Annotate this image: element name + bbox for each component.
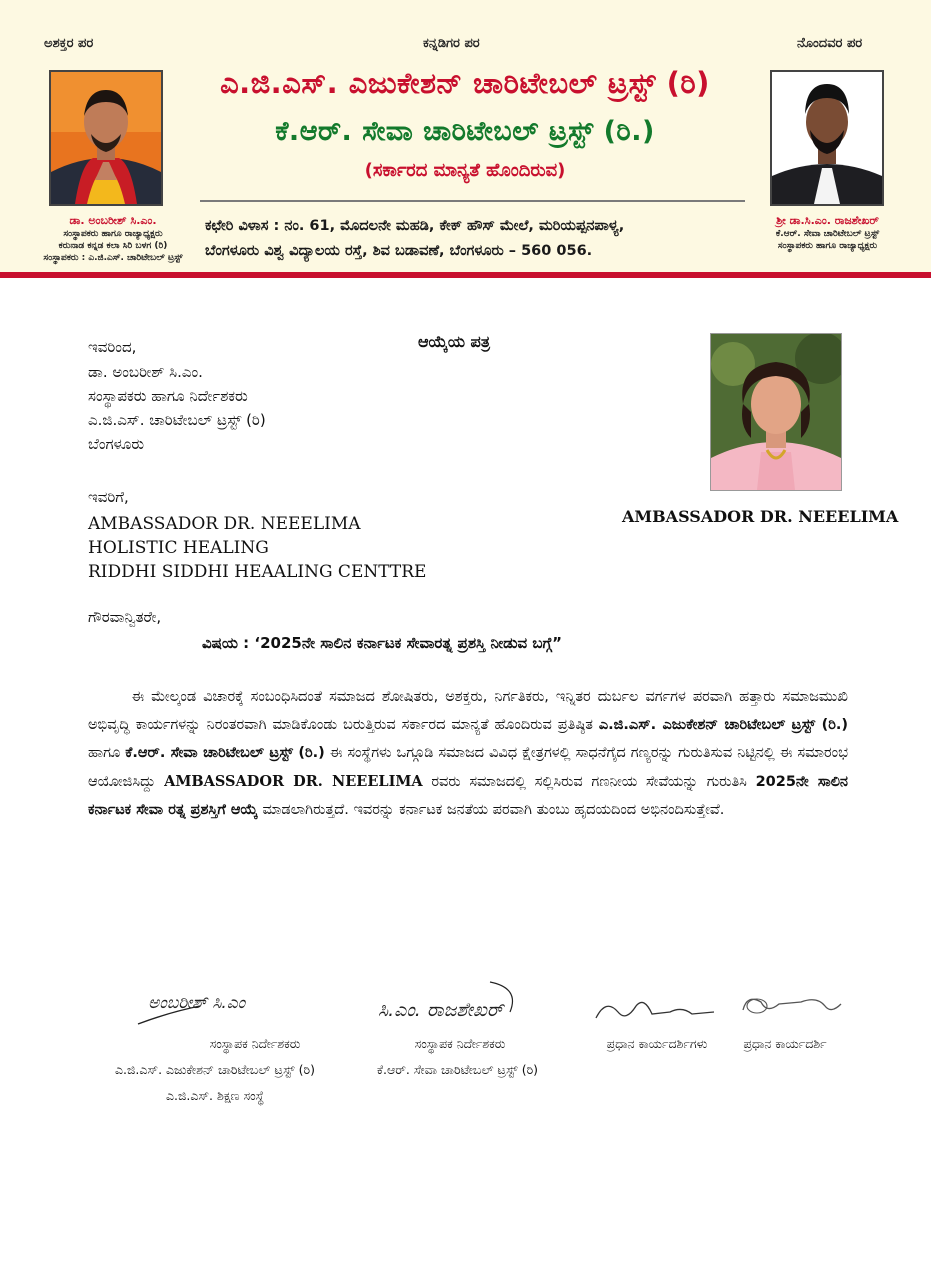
left-founder-name: ಡಾ. ಅಂಬರೀಶ್ ಸಿ.ಎಂ. xyxy=(69,214,157,227)
left-founder-role-3: ಸಂಸ್ಥಾಪಕರು : ಎ.ಜಿ.ಎಸ್. ಚಾರಿಟೇಬಲ್ ಟ್ರಸ್ಟ್ xyxy=(43,253,183,263)
letterhead-rule xyxy=(0,272,931,278)
left-tagline: ಅಶಕ್ತರ ಪರ xyxy=(44,36,94,51)
signature-founder-2 xyxy=(370,972,540,1032)
sig3-role: ಪ್ರಧಾನ ಕಾರ್ಯದರ್ಶಿಗಳು xyxy=(606,1036,708,1051)
ambassador-photo xyxy=(710,333,842,491)
recipient-line: RIDDHI SIDDHI HEAALING CENTTRE xyxy=(88,562,427,582)
govt-recognition-note: (ಸರ್ಕಾರದ ಮಾನ್ಯತೆ ಹೊಂದಿರುವ) xyxy=(364,160,566,181)
sig1-institution: ಎ.ಜಿ.ಎಸ್. ಶಿಕ್ಷಣ ಸಂಸ್ಥೆ xyxy=(165,1088,265,1103)
sig1-role: ಸಂಸ್ಥಾಪಕ ನಿರ್ದೇಶಕರು xyxy=(209,1036,301,1051)
signature-founder-1 xyxy=(130,982,310,1032)
right-tagline: ನೊಂದವರ ಪರ xyxy=(797,36,863,51)
header-divider xyxy=(200,200,745,202)
sig1-org: ಎ.ಜಿ.ಎಸ್. ಎಜುಕೇಶನ್ ಚಾರಿಟೇಬಲ್ ಟ್ರಸ್ಟ್ (ರಿ) xyxy=(114,1062,316,1077)
center-tagline: ಕನ್ನಡಿಗರ ಪರ xyxy=(423,36,480,51)
sig2-org: ಕೆ.ಆರ್. ಸೇವಾ ಚಾರಿಟೇಬಲ್ ಟ್ರಸ್ಟ್ (ರಿ) xyxy=(376,1062,539,1077)
left-founder-caption xyxy=(28,214,198,264)
signature-secretary-1 xyxy=(592,992,722,1028)
sig4-role: ಪ್ರಧಾನ ಕಾರ್ಯದರ್ಶಿ xyxy=(743,1036,827,1051)
to-label: ಇವರಿಗೆ, xyxy=(88,488,129,506)
letter-subject: ವಿಷಯ : ‘2025ನೇ ಸಾಲಿನ ಕರ್ನಾಟಕ ಸೇವಾರತ್ನ ಪ್ರಶಸ್ತಿ ನೀಡುವ ಬಗ್ಗೆ” xyxy=(202,634,562,652)
from-label: ಇವರಿಂದ, xyxy=(88,338,137,356)
from-line: ಬೆಂಗಳೂರು xyxy=(88,435,145,453)
trust-name-primary: ಎ.ಜಿ.ಎಸ್. ಎಜುಕೇಶನ್ ಚಾರಿಟೇಬಲ್ ಟ್ರಸ್ಟ್ (ರಿ) xyxy=(220,66,710,100)
from-line: ಸಂಸ್ಥಾಪಕರು ಹಾಗೂ ನಿರ್ದೇಶಕರು xyxy=(88,387,248,405)
right-founder-caption xyxy=(745,214,910,252)
office-address-line-2: ಬೆಂಗಳೂರು ವಿಶ್ವ ವಿದ್ಯಾಲಯ ರಸ್ತೆ, ಶಿವ ಬಡಾವಣೆ, ಬೆಂಗಳೂರು – 560 056. xyxy=(205,243,593,259)
svg-text:ಅಂಬರೀಶ್ ಸಿ.ಎಂ: ಅಂಬರೀಶ್ ಸಿ.ಎಂ xyxy=(148,993,246,1013)
signature-secretary-2 xyxy=(737,990,847,1026)
letter-title: ಆಯ್ಕೆಯ ಪತ್ರ xyxy=(418,332,490,351)
left-founder-role-1: ಸಂಸ್ಥಾಪಕರು ಹಾಗೂ ರಾಜ್ಯಾಧ್ಯಕ್ಷರು xyxy=(63,229,163,239)
trust-name-secondary: ಕೆ.ಆರ್. ಸೇವಾ ಚಾರಿಟೇಬಲ್ ಟ್ರಸ್ಟ್ (ರಿ.) xyxy=(275,116,655,147)
sig2-role: ಸಂಸ್ಥಾಪಕ ನಿರ್ದೇಶಕರು xyxy=(414,1036,506,1051)
left-founder-photo xyxy=(49,70,163,206)
recipient-line: HOLISTIC HEALING xyxy=(88,538,269,558)
recipient-line: AMBASSADOR DR. NEEELIMA xyxy=(88,514,361,534)
svg-text:ಸಿ.ಎಂ. ರಾಜಶೇಖರ್: ಸಿ.ಎಂ. ರಾಜಶೇಖರ್ xyxy=(378,999,504,1021)
letter-body: ಈ ಮೇಲ್ಕಂಡ ವಿಚಾರಕ್ಕೆ ಸಂಬಂಧಿಸಿದಂತೆ ಸಮಾಜದ ಶೋಷಿತರು, ಅಶಕ್ತರು, ನಿರ್ಗತಿಕರು, ಇನ್ನಿತರ ದುರ್ಬಲ ವರ್ಗಗಳ ಪರವಾಗಿ ಹತ್ತಾರು ಸಮಾಜಮುಖಿ ಅಭಿವೃದ್ಧಿ ಕಾರ್ಯಗಳನ್ನು ನಿರಂತರವಾಗಿ ಮಾಡಿಕೊಂಡು ಬರುತ್ತಿರುವ ಸರ್ಕಾರದ ಮಾನ್ಯತೆ ಹೊಂದಿರುವ ಪ್ರತಿಷ್ಠಿತ ಎ.ಜಿ.ಎಸ್. ಎಜುಕೇಶನ್ ಚಾರಿಟೇಬಲ್ ಟ್ರಸ್ಟ್ (ರಿ.) ಹಾಗೂ ಕೆ.ಆರ್. ಸೇವಾ ಚಾರಿಟೇಬಲ್ ಟ್ರಸ್ಟ್ (ರಿ.) ಈ ಸಂಸ್ಥೆಗಳು ಒಗ್ಗೂಡಿ ಸಮಾಜದ ವಿವಿಧ ಕ್ಷೇತ್ರಗಳಲ್ಲಿ ಸಾಧನೆಗೈದ ಗಣ್ಯರನ್ನು ಗುರುತಿಸುವ ನಿಟ್ಟಿನಲ್ಲಿ ಈ ಸಮಾರಂಭ ಆಯೋಜಿಸಿದ್ದು AMBASSADOR DR. NEEELIMA ರವರು ಸಮಾಜದಲ್ಲಿ ಸಲ್ಲಿಸಿರುವ ಗಣನೀಯ ಸೇವೆಯನ್ನು ಗುರುತಿಸಿ 2025ನೇ ಸಾಲಿನ ಕರ್ನಾಟಕ ಸೇವಾ ರತ್ನ ಪ್ರಶಸ್ತಿಗೆ ಆಯ್ಕೆ ಮಾಡಲಾಗಿರುತ್ತದೆ. ಇವರನ್ನು ಕರ್ನಾಟಕ ಜನತೆಯ ಪರವಾಗಿ ತುಂಬು ಹೃದಯದಿಂದ ಅಭಿನಂದಿಸುತ್ತೇವೆ. xyxy=(88,689,849,818)
ambassador-photo-caption: AMBASSADOR DR. NEEELIMA xyxy=(622,507,899,526)
salutation: ಗೌರವಾನ್ವಿತರೇ, xyxy=(88,608,162,626)
right-founder-name: ಶ್ರೀ ಡಾ.ಸಿ.ಎಂ. ರಾಜಶೇಖರ್ xyxy=(776,214,879,227)
office-address-line-1: ಕಛೇರಿ ವಿಳಾಸ : ನಂ. 61, ಮೊದಲನೇ ಮಹಡಿ, ಕೇಕ್ ಹೌಸ್ ಮೇಲೆ, ಮರಿಯಪ್ಪನಪಾಳ್ಯ, xyxy=(205,218,625,234)
right-founder-role-1: ಕೆ.ಆರ್. ಸೇವಾ ಚಾರಿಟೇಬಲ್ ಟ್ರಸ್ಟ್ xyxy=(775,229,880,239)
left-founder-role-2: ಕರುನಾಡ ಕನ್ನಡ ಕಲಾ ಸಿರಿ ಬಳಗ (ರಿ) xyxy=(58,241,168,251)
right-founder-photo xyxy=(770,70,884,206)
from-line: ಎ.ಜಿ.ಎಸ್. ಚಾರಿಟೇಬಲ್ ಟ್ರಸ್ಟ್ (ರಿ) xyxy=(88,411,266,429)
from-line: ಡಾ. ಅಂಬರೀಶ್ ಸಿ.ಎಂ. xyxy=(88,363,203,381)
right-founder-role-2: ಸಂಸ್ಥಾಪಕರು ಹಾಗೂ ರಾಜ್ಯಾಧ್ಯಕ್ಷರು xyxy=(777,241,878,251)
